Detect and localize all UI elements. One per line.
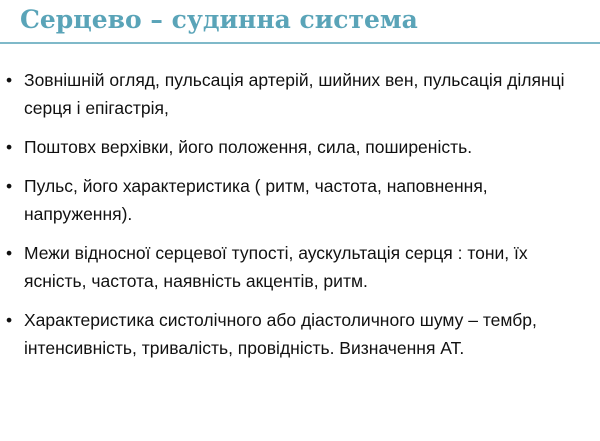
bullet-item-1	[0, 66, 584, 122]
bullet-text: Пульс, його характеристика ( ритм, частота, наповнення, напруження).	[24, 176, 488, 224]
title-divider	[0, 42, 600, 44]
bullet-icon: •	[6, 176, 13, 196]
bullet-icon: •	[6, 137, 13, 157]
bullet-item-2	[0, 133, 584, 161]
bullet-icon: •	[6, 243, 13, 263]
slide-title: Серцево – судинна система	[20, 5, 418, 34]
bullet-icon: •	[6, 310, 13, 330]
bullet-icon: •	[6, 70, 13, 90]
bullet-text: Поштовх верхівки, його положення, сила, поширеність.	[24, 137, 473, 157]
bullet-item-5	[0, 306, 584, 362]
bullet-text: Зовнішній огляд, пульсація артерій, шийних вен, пульсація ділянці серця і епігастрія,	[24, 70, 565, 118]
bullet-item-3	[0, 172, 584, 228]
bullet-item-4	[0, 239, 584, 295]
bullet-text: Межи відносної серцевої тупості, аускультація серця : тони, їх ясність, частота, наявність акцентів, ритм.	[24, 243, 528, 291]
bullet-list	[0, 66, 600, 373]
bullet-text: Характеристика систолічного або діастоличного шуму – тембр, інтенсивність, тривалість, провідність. Визначення АТ.	[24, 310, 537, 358]
